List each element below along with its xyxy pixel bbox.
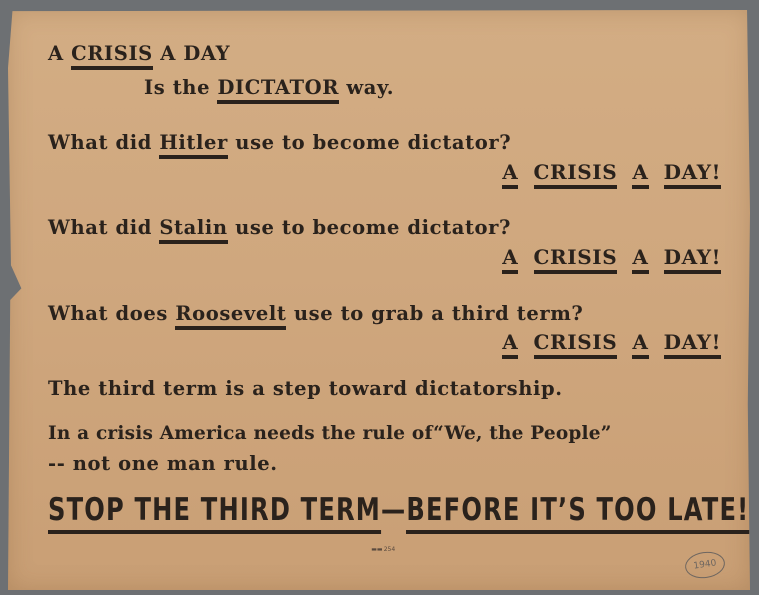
answer-word: DAY! [664,330,721,359]
question-text: What did [48,216,160,239]
answer-word: CRISIS [534,330,618,359]
statement-line: The third term is a step toward dictatorship. [48,377,563,400]
annotation-text: 1940 [692,558,718,572]
question-text-end: use to become dictator? [227,131,512,154]
answer-word: A [632,245,648,274]
subheadline-dictator: DICTATOR [217,76,339,104]
question-text-end: use to grab a third term? [286,302,584,325]
headline-text: A [48,42,72,65]
headline-crisis: CRISIS [71,42,153,70]
answer-word: A [632,330,648,359]
slogan-part-1: STOP THE THIRD TERM [48,492,381,534]
answer-word: A [502,245,518,274]
crisis-line-1: In a crisis America needs the rule of“We, the People” [48,423,612,444]
question-hitler [48,133,511,153]
answer-word: A [502,160,518,189]
answer-word: A [632,160,648,189]
headline-text-end: A DAY [152,42,231,65]
answer-word: DAY! [664,160,721,189]
slogan [48,492,750,528]
question-stalin [48,218,511,238]
subheadline [144,78,394,98]
question-roosevelt [48,304,583,324]
name-hitler: Hitler [159,131,228,159]
answer-word: CRISIS [534,160,618,189]
union-imprint: ▬▬ 254 [370,546,396,553]
name-stalin: Stalin [159,216,227,244]
crisis-line-2: -- not one man rule. [48,452,278,475]
subheadline-text: Is the [144,76,218,99]
answer-word: CRISIS [534,245,618,274]
answer-1 [502,162,721,182]
headline [48,44,230,64]
name-roosevelt: Roosevelt [175,302,286,330]
slogan-dash: — [381,492,407,528]
slogan-part-2: BEFORE IT’S TOO LATE! [406,492,749,534]
question-text: What did [48,131,160,154]
answer-word: A [502,330,518,359]
answer-3 [502,332,721,352]
answer-2 [502,247,721,267]
question-text: What does [48,302,176,325]
subheadline-text-end: way. [339,76,395,99]
question-text-end: use to become dictator? [227,216,512,239]
answer-word: DAY! [664,245,721,274]
